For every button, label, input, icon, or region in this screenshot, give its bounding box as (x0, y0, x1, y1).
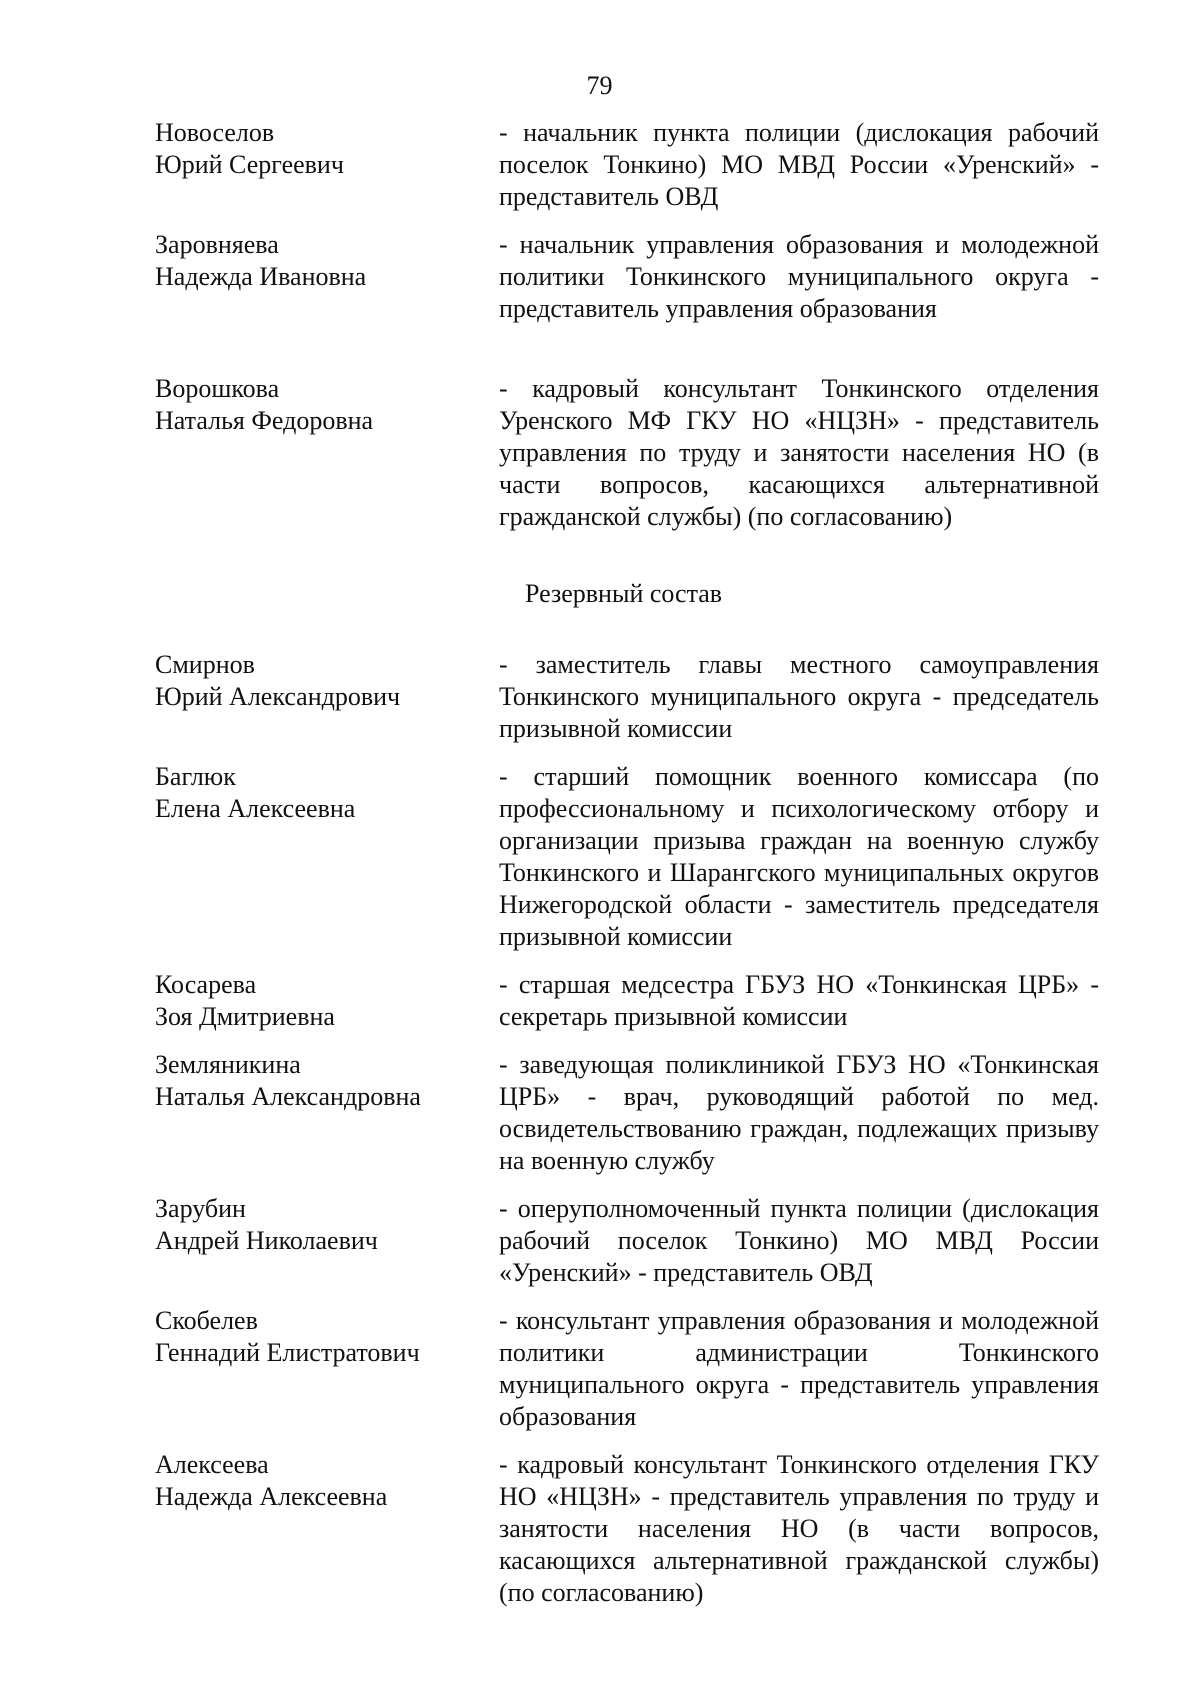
member-role: - кадровый консультант Тонкинского отделения Уренского МФ ГКУ НО «НЦЗН» - представитель управления по труду и занятости населения НО (в части вопросов, касающихся альтернативной гражданской службы) (по согласованию) (499, 374, 1099, 531)
member-given-name: Юрий Сергеевич (155, 150, 344, 179)
member-role: - начальник управления образования и молодежной политики Тонкинского муниципального округа - представитель управления образования (499, 230, 1099, 323)
member-surname: Ворошкова (155, 374, 280, 403)
member-role: - кадровый консультант Тонкинского отделения ГКУ НО «НЦЗН» - представитель управления по труду и занятости населения НО (в части вопросов, касающихся альтернативной гражданской службы) (по согласованию) (499, 1450, 1099, 1607)
member-surname: Косарева (155, 970, 257, 999)
member-name (155, 1449, 485, 1513)
member-name (155, 117, 485, 181)
member-given-name: Наталья Александровна (155, 1082, 421, 1111)
member-given-name: Юрий Александрович (155, 682, 401, 711)
member-surname: Баглюк (155, 762, 236, 791)
member-given-name: Надежда Ивановна (155, 262, 367, 291)
member-given-name: Елена Алексеевна (155, 794, 356, 823)
member-name (155, 969, 485, 1033)
member-surname: Заровняева (155, 230, 279, 259)
member-surname: Алексеева (155, 1450, 269, 1479)
member-name (155, 761, 485, 825)
member-surname: Смирнов (155, 650, 255, 679)
reserve-heading: Резервный состав (525, 579, 723, 608)
member-name (155, 1305, 485, 1369)
member-name (155, 1193, 485, 1257)
member-role: - заместитель главы местного самоуправления Тонкинского муниципального округа - председатель призывной комиссии (499, 650, 1099, 743)
member-name (155, 649, 485, 713)
member-role: - оперуполномоченный пункта полиции (дислокация рабочий поселок Тонкино) МО МВД России «Уренский» - представитель ОВД (499, 1194, 1099, 1287)
member-given-name: Наталья Федоровна (155, 406, 374, 435)
member-given-name: Андрей Николаевич (155, 1226, 378, 1255)
member-role: - начальник пункта полиции (дислокация рабочий поселок Тонкино) МО МВД России «Уренский» - представитель ОВД (499, 118, 1099, 211)
member-name (155, 229, 485, 293)
page-number: 79 (586, 71, 613, 100)
member-given-name: Геннадий Елистратович (155, 1338, 420, 1367)
member-name (155, 373, 485, 437)
member-surname: Скобелев (155, 1306, 258, 1335)
member-role: - консультант управления образования и молодежной политики администрации Тонкинского муниципального округа - представитель управления образования (499, 1306, 1099, 1431)
member-role: - заведующая поликлиникой ГБУЗ НО «Тонкинская ЦРБ» - врач, руководящий работой по мед. освидетельствованию граждан, подлежащих призыву на военную службу (499, 1050, 1099, 1175)
member-name (155, 1049, 485, 1113)
member-given-name: Зоя Дмитриевна (155, 1002, 335, 1031)
member-surname: Зарубин (155, 1194, 246, 1223)
member-given-name: Надежда Алексеевна (155, 1482, 388, 1511)
member-surname: Земляникина (155, 1050, 301, 1079)
member-role: - старшая медсестра ГБУЗ НО «Тонкинская ЦРБ» - секретарь призывной комиссии (499, 970, 1099, 1031)
member-surname: Новоселов (155, 118, 275, 147)
member-role: - старший помощник военного комиссара (по профессиональному и психологическому отбору и организации призыва граждан на военную службу Тонкинского и Шарангского муниципальных округов Нижегородской области - заместитель председателя призывной комиссии (499, 762, 1099, 951)
